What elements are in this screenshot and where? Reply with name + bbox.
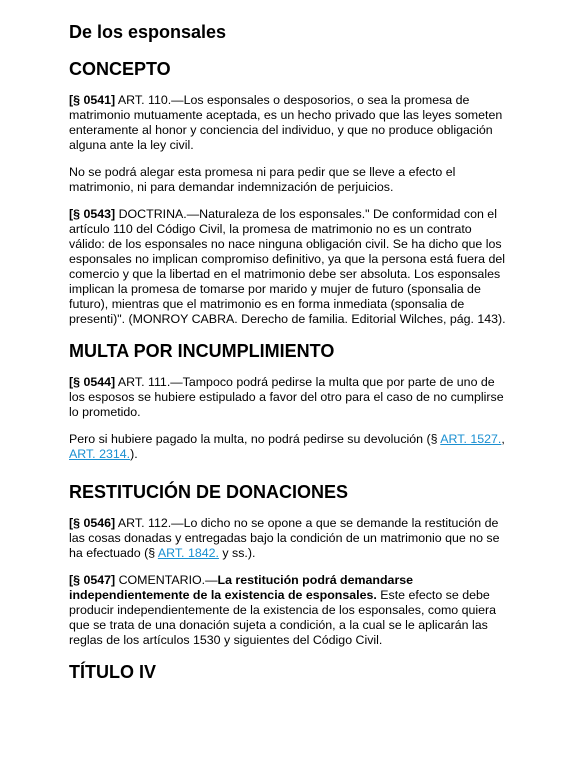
comment-emphasis: La restitución podrá demandarse independientemente de la existencia de esponsales. bbox=[69, 573, 414, 602]
link-art-2314[interactable]: ART. 2314. bbox=[69, 447, 131, 461]
page-title: De los esponsales bbox=[69, 22, 227, 42]
paragraph-text: ART. 111.—Tampoco podrá pedirse la multa que por parte de uno de los esposos se hubiere estipulado a favor del otro para el caso de no cumplirse lo prometido. bbox=[69, 375, 504, 419]
section-ref: [§ 0547] bbox=[69, 573, 116, 587]
separator-text: , bbox=[501, 432, 505, 446]
paragraph-devolucion bbox=[69, 432, 507, 462]
link-art-1527[interactable]: ART. 1527. bbox=[440, 432, 502, 446]
paragraph-0547 bbox=[69, 573, 507, 648]
paragraph-text: Este efecto se debe producir independientemente de la existencia de los esponsales, como quiera que se trata de una donación sujeta a condición, a la cual se le aplicarán las reglas de los artículos 1530 y siguientes del Código Civil. bbox=[69, 588, 497, 647]
paragraph-text: ART. 110.—Los esponsales o desposorios, o sea la promesa de matrimonio mutuamente aceptada, es un hecho privado que las leyes someten enteramente al honor y conciencia del individuo, y que no produce obligación alguna ante la ley civil. bbox=[69, 93, 503, 152]
paragraph-text: No se podrá alegar esta promesa ni para pedir que se lleve a efecto el matrimonio, ni para demandar indemnización de perjuicios. bbox=[69, 165, 456, 194]
paragraph-text: Pero si hubiere pagado la multa, no podrá pedirse su devolución (§ bbox=[69, 432, 441, 446]
section-heading-multa: MULTA POR INCUMPLIMIENTO bbox=[69, 341, 335, 361]
paragraph-text: ). bbox=[130, 447, 138, 461]
paragraph-0543 bbox=[69, 207, 507, 327]
paragraph-0546 bbox=[69, 516, 507, 561]
section-ref: [§ 0546] bbox=[69, 516, 116, 530]
link-art-1842[interactable]: ART. 1842. bbox=[157, 546, 219, 560]
paragraph-no-alegar bbox=[69, 165, 507, 195]
paragraph-0541 bbox=[69, 93, 507, 153]
comment-label: COMENTARIO.— bbox=[115, 573, 218, 587]
section-heading-concepto: CONCEPTO bbox=[69, 59, 171, 79]
paragraph-text: ART. 112.—Lo dicho no se opone a que se demande la restitución de las cosas donadas y entregadas bajo la condición de un matrimonio que no se ha efectuado (§ bbox=[69, 516, 500, 560]
section-ref: [§ 0544] bbox=[69, 375, 116, 389]
paragraph-text: DOCTRINA.—Naturaleza de los esponsales." De conformidad con el artículo 110 del Código Civil, la promesa de matrimonio no es un contrato válido: de los esponsales no nace ninguna obligación civil. Se ha dicho que los esponsales no implican compromiso definitivo, ya que la persona está fuera del comercio y que la libertad en el matrimonio debe ser absoluta. Los esponsales implican la promesa de tomarse por marido y mujer de futuro (sponsalia de futuro), mientras que el matrimonio es en forma inmediata (sponsalia de presenti)". (MONROY CABRA. Derecho de familia. Editorial Wilches, pág. 143). bbox=[69, 207, 506, 326]
section-ref: [§ 0543] bbox=[69, 207, 116, 221]
section-heading-titulo-iv: TÍTULO IV bbox=[69, 662, 156, 682]
section-ref: [§ 0541] bbox=[69, 93, 116, 107]
paragraph-text: y ss.). bbox=[218, 546, 256, 560]
section-heading-restitucion: RESTITUCIÓN DE DONACIONES bbox=[69, 482, 349, 502]
paragraph-0544 bbox=[69, 375, 507, 420]
